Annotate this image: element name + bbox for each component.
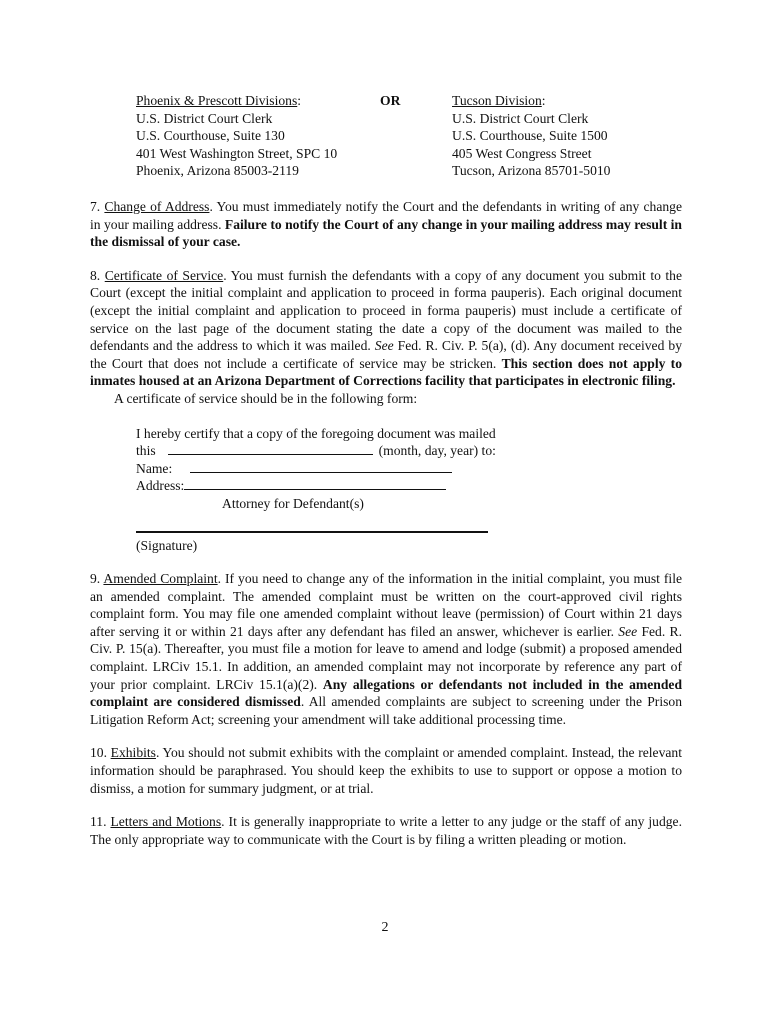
section-letters-and-motions: 11. Letters and Motions. It is generally inappropriate to write a letter to any judge or the staff of any judge. The only appropriate way to communicate with the Court is by filing a written pleading or motion.	[90, 814, 682, 847]
address-label: Address:	[136, 478, 185, 494]
this-label: this	[136, 443, 156, 459]
date-blank	[168, 442, 373, 455]
section-title: Amended Complaint	[103, 571, 218, 587]
name-label: Name:	[136, 460, 173, 476]
address-line: U.S. Courthouse, Suite 130	[136, 128, 285, 144]
phoenix-address-block: Phoenix & Prescott Divisions: U.S. District Court Clerk U.S. Courthouse, Suite 130 401 West Washington Street, SPC 10 Phoenix, Arizona 85003-2119	[136, 93, 338, 179]
address-blank	[184, 477, 446, 490]
address-line: Tucson, Arizona 85701-5010	[452, 163, 611, 179]
attorney-label: Attorney for Defendant(s)	[222, 495, 364, 511]
section-title: Letters and Motions	[110, 814, 222, 830]
address-line: U.S. Courthouse, Suite 1500	[452, 128, 608, 144]
date-hint: (month, day, year) to:	[378, 443, 496, 459]
form-line-1: I hereby certify that a copy of the foregoing document was mailed	[136, 425, 496, 441]
section-amended-complaint: 9. Amended Complaint. If you need to change any of the information in the initial complaint, you must file an amended complaint. The amended complaint must be written on the court-approved civil rights complaint form. You may file one amended complaint without leave (permission) of Court within 21 days after serving it or within 21 days after any defendant has filed an answer, whichever is earlier. See Fed. R. Civ. P. 15(a). Thereafter, you must file a motion for leave to amend and lodge (submit) a proposed amended complaint. LRCiv 15.1. In addition, an amended complaint may not incorporate by reference any part of your prior complaint. LRCiv 15.1(a)(2). Any allegations or defendants not included in the amended complaint are considered dismissed. All amended complaints are subject to screening under the Prison Litigation Reform Act; screening your amendment will take additional processing time.	[90, 571, 683, 727]
section-exhibits: 10. Exhibits. You should not submit exhibits with the complaint or amended complaint. Instead, the relevant information should be paraphrased. You should keep the exhibits to use to support or oppose a motion to dismiss, a motion for summary judgment, or at trial.	[90, 745, 682, 796]
address-line: U.S. District Court Clerk	[136, 110, 273, 126]
address-line: 405 West Congress Street	[452, 145, 592, 161]
tucson-heading: Tucson Division	[452, 93, 542, 108]
clerk-addresses	[90, 92, 682, 184]
name-blank	[190, 460, 452, 473]
address-line: Phoenix, Arizona 85003-2119	[136, 163, 299, 179]
tucson-address-block: Tucson Division: U.S. District Court Clerk U.S. Courthouse, Suite 1500 405 West Congress Street Tucson, Arizona 85701-5010	[452, 93, 611, 179]
certificate-form	[90, 425, 682, 555]
section-title: Exhibits	[110, 745, 156, 761]
section-title: Certificate of Service	[104, 267, 224, 283]
section-change-of-address: 7. Change of Address. You must immediately notify the Court and the defendants in writing of any change in your mailing address. Failure to notify the Court of any change in your mailing address may result in the dismissal of your case.	[90, 199, 682, 250]
section-title: Change of Address	[104, 199, 210, 214]
address-line: U.S. District Court Clerk	[452, 110, 589, 126]
signature-label: (Signature)	[136, 537, 198, 553]
section-certificate-of-service: 8. Certificate of Service. You must furnish the defendants with a copy of any document you submit to the Court (except the initial complaint and application to proceed in forma pauperis). Each original document (except the initial complaint and application to proceed in forma pauperis) must include a certificate of service on the last page of the document stating the date a copy of the document was mailed to the defendants and the address to which it was mailed. See Fed. R. Civ. P. 5(a), (d). Any document received by the Court that does not include a certificate of service may be stricken. This section does not apply to inmates housed at an Arizona Department of Corrections facility that participates in electronic filing.	[90, 267, 683, 389]
or-label: OR	[380, 93, 401, 108]
form-intro: A certificate of service should be in the following form:	[114, 390, 418, 406]
address-line: 401 West Washington Street, SPC 10	[136, 145, 338, 161]
phoenix-heading: Phoenix & Prescott Divisions	[136, 93, 298, 108]
page-number: 2	[381, 920, 389, 935]
signature-line	[136, 517, 488, 533]
document-page	[90, 92, 682, 848]
